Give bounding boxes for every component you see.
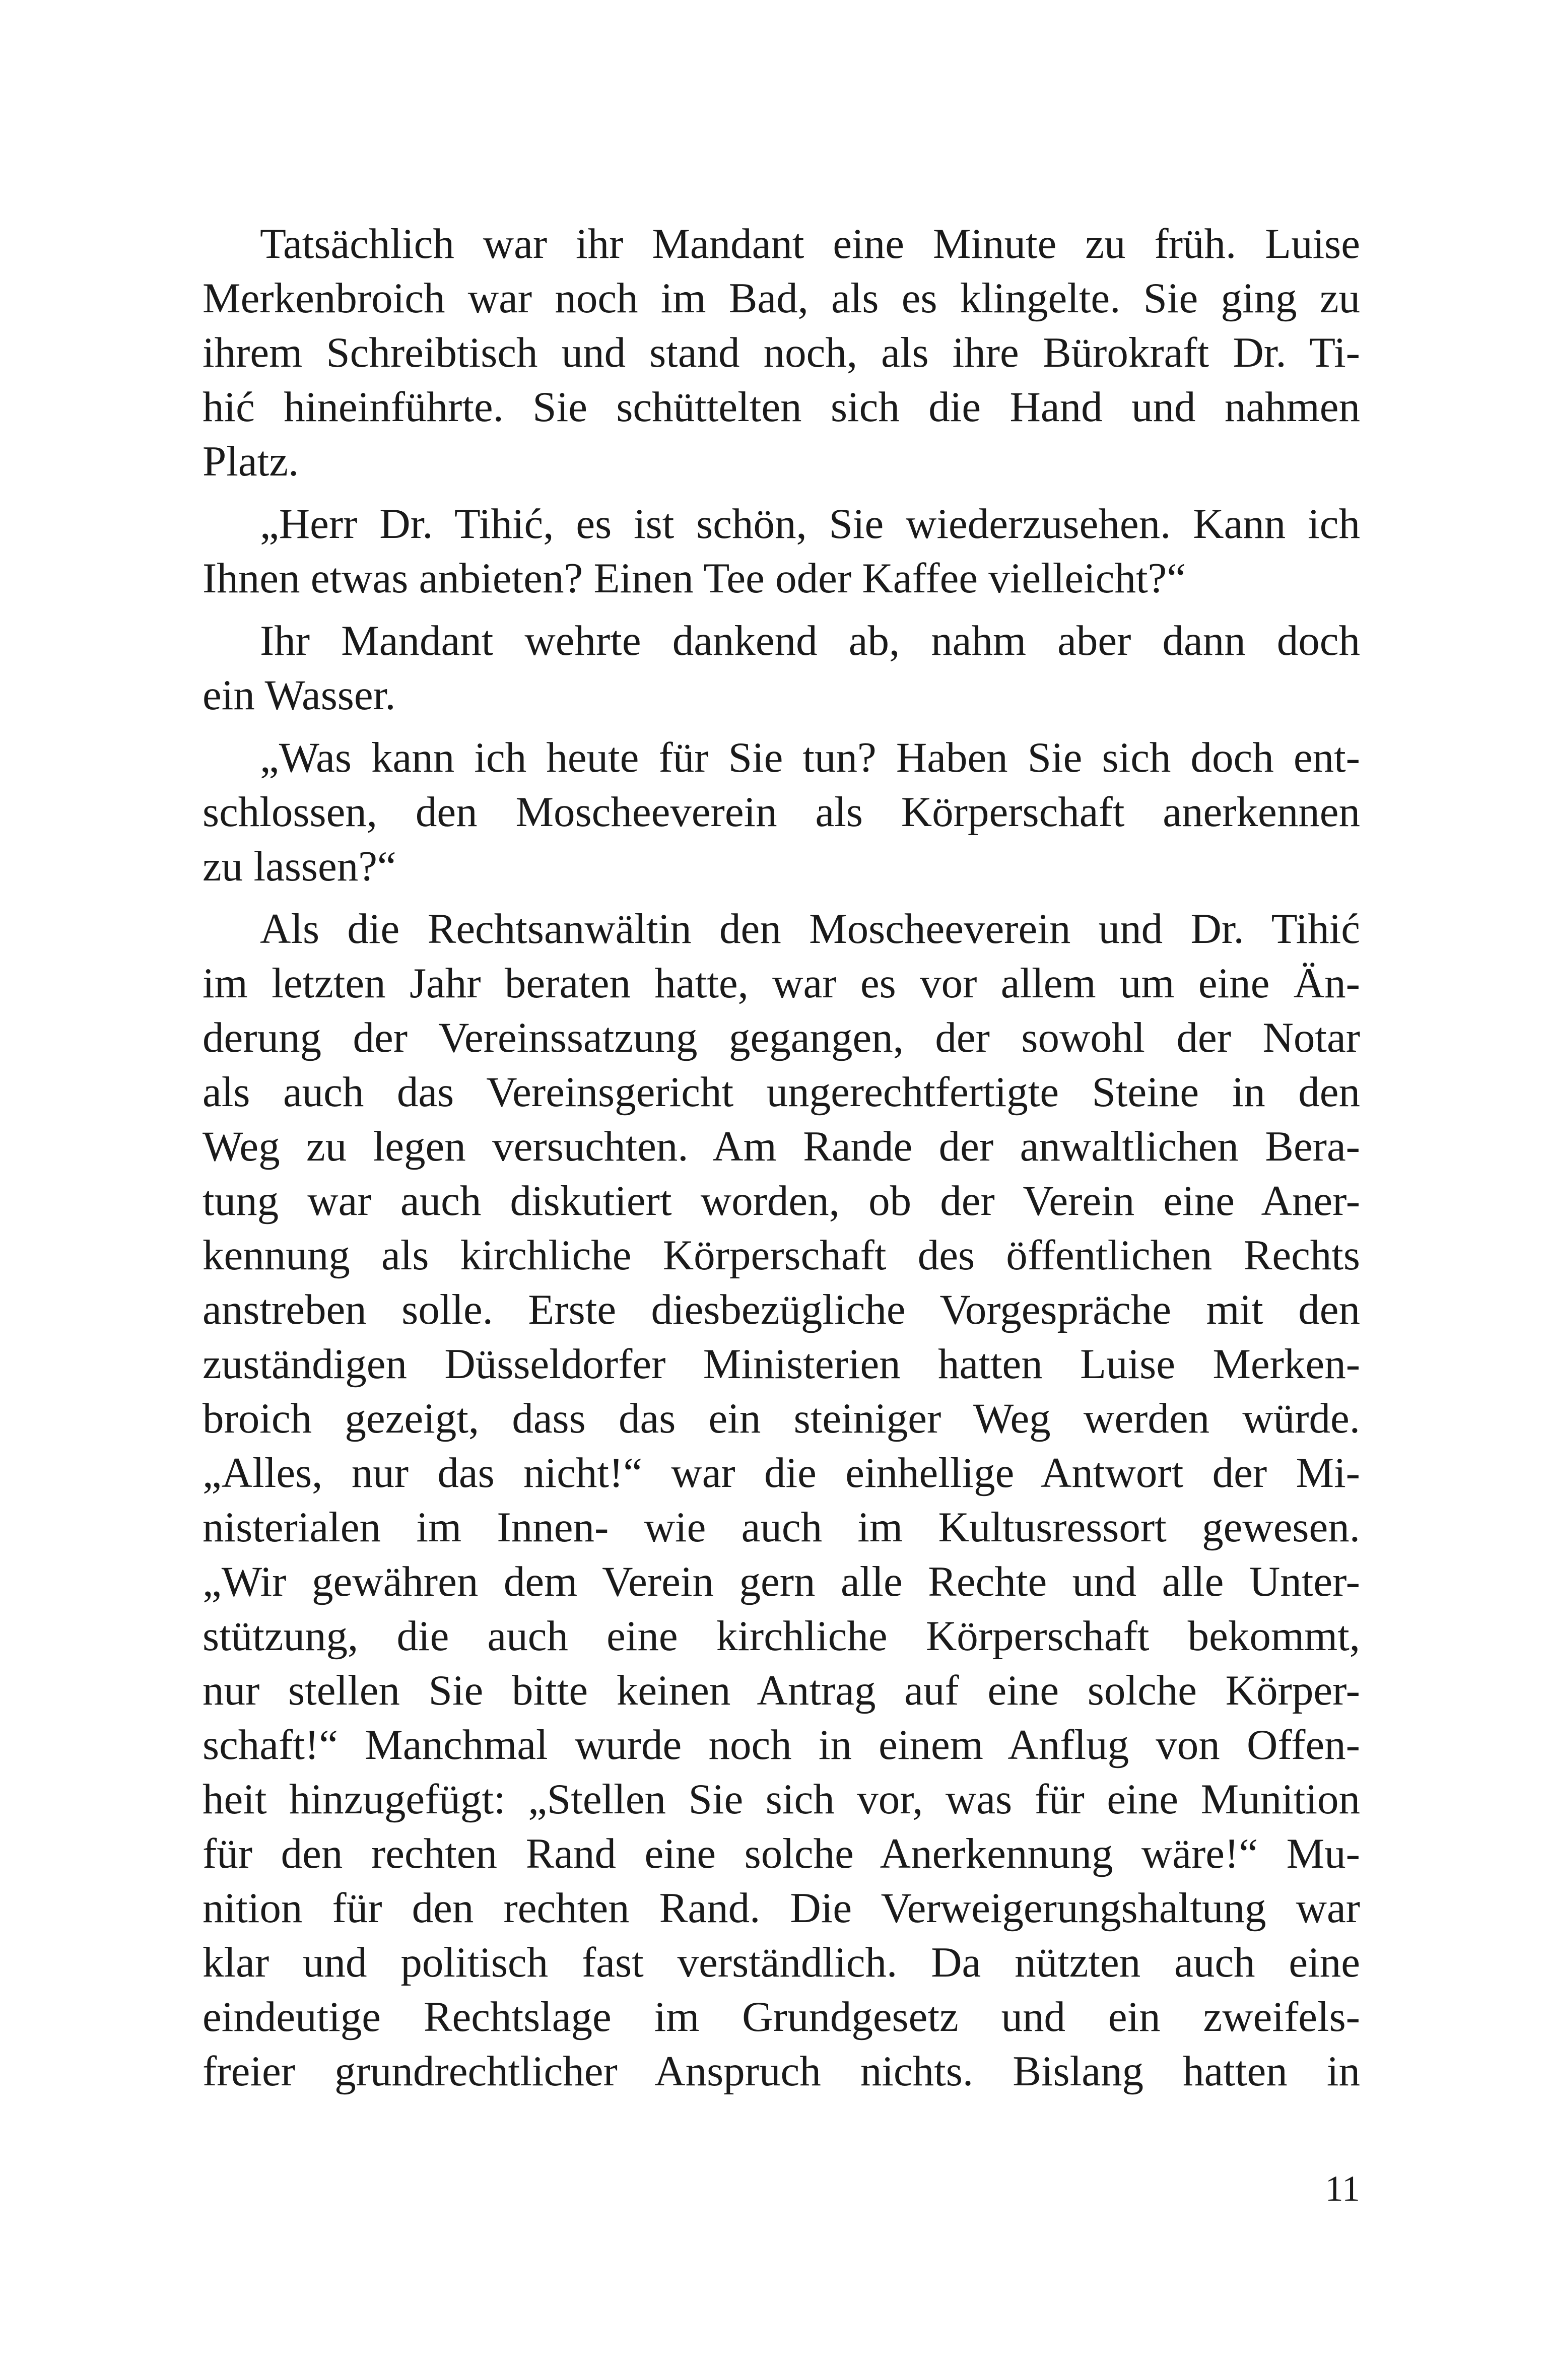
text-line: Weg zu legen versuchten. Am Rande der anwaltlichen Bera-	[203, 1123, 1360, 1170]
text-line: Platz.	[203, 438, 299, 485]
text-line: tung war auch diskutiert worden, ob der Verein eine Aner-	[203, 1177, 1360, 1225]
text-line: Als die Rechtsanwältin den Moscheeverein und Dr. Tihić	[260, 905, 1360, 953]
text-line: Merkenbroich war noch im Bad, als es klingelte. Sie ging zu	[203, 275, 1360, 322]
text-line: zu lassen?“	[203, 843, 396, 890]
text-line: „Wir gewähren dem Verein gern alle Rechte und alle Unter-	[203, 1558, 1360, 1605]
body-text	[203, 217, 1360, 2098]
page-number: 11	[1325, 2168, 1360, 2209]
paragraph	[203, 217, 1360, 489]
text-line: ein Wasser.	[203, 671, 396, 719]
text-line: ihrem Schreibtisch und stand noch, als ihre Bürokraft Dr. Ti-	[203, 329, 1360, 376]
text-line: nur stellen Sie bitte keinen Antrag auf eine solche Körper-	[203, 1667, 1360, 1714]
text-line: broich gezeigt, dass das ein steiniger Weg werden würde.	[203, 1395, 1360, 1442]
text-line: klar und politisch fast verständlich. Da nützten auch eine	[203, 1939, 1360, 1986]
text-line: stützung, die auch eine kirchliche Körperschaft bekommt,	[203, 1612, 1360, 1660]
paragraph	[203, 730, 1360, 894]
text-line: „Was kann ich heute für Sie tun? Haben Sie sich doch ent-	[260, 734, 1360, 781]
paragraph	[203, 614, 1360, 722]
text-line: schlossen, den Moscheeverein als Körperschaft anerkennen	[203, 788, 1360, 836]
text-line: im letzten Jahr beraten hatte, war es vor allem um eine Än-	[203, 960, 1360, 1007]
text-line: „Herr Dr. Tihić, es ist schön, Sie wiederzusehen. Kann ich	[260, 500, 1360, 548]
paragraph	[203, 902, 1360, 2098]
text-line: heit hinzugefügt: „Stellen Sie sich vor, was für eine Munition	[203, 1776, 1360, 1823]
text-line: für den rechten Rand eine solche Anerkennung wäre!“ Mu-	[203, 1830, 1360, 1877]
text-line: anstreben solle. Erste diesbezügliche Vorgespräche mit den	[203, 1286, 1360, 1333]
text-line: freier grundrechtlicher Anspruch nichts. Bislang hatten in	[203, 2048, 1360, 2095]
text-line: schaft!“ Manchmal wurde noch in einem Anflug von Offen-	[203, 1721, 1360, 1769]
text-line: „Alles, nur das nicht!“ war die einhellige Antwort der Mi-	[203, 1449, 1360, 1497]
text-line: kennung als kirchliche Körperschaft des öffentlichen Rechts	[203, 1232, 1360, 1279]
text-line: hić hineinführte. Sie schüttelten sich die Hand und nahmen	[203, 383, 1360, 431]
text-line: nisterialen im Innen- wie auch im Kultusressort gewesen.	[203, 1504, 1360, 1551]
text-line: Ihr Mandant wehrte dankend ab, nahm aber dann doch	[260, 617, 1360, 664]
text-line: Tatsächlich war ihr Mandant eine Minute zu früh. Luise	[260, 220, 1360, 267]
text-line: als auch das Vereinsgericht ungerechtfertigte Steine in den	[203, 1068, 1360, 1116]
text-line: Ihnen etwas anbieten? Einen Tee oder Kaffee vielleicht?“	[203, 555, 1186, 602]
text-line: zuständigen Düsseldorfer Ministerien hatten Luise Merken-	[203, 1340, 1360, 1388]
text-line: eindeutige Rechtslage im Grundgesetz und ein zweifels-	[203, 1993, 1360, 2041]
paragraph	[203, 497, 1360, 605]
text-line: nition für den rechten Rand. Die Verweigerungshaltung war	[203, 1884, 1360, 1932]
text-line: derung der Vereinssatzung gegangen, der sowohl der Notar	[203, 1014, 1360, 1061]
